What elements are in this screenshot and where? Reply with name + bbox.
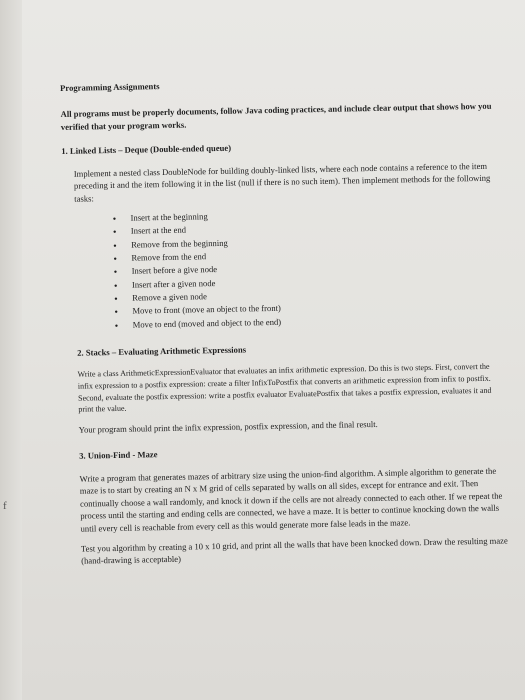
task-item: • Insert at the beginning bbox=[121, 205, 503, 226]
section-3-paragraph: Write a program that generates mazes of arbitrary size using the union-find algorithm. A simple algorithm to generate the maze is to start by creating an N x M grid of cells separated by walls on all sides, except for entrance and exit. Then continually choose a wall randomly, and knock it down if the cells are not already connected to each other. If we repeat the process until the starting and ending cells are connected, we have a maze. It is better to continue knocking down the walls until every cell is reachable from every cell as this would generate more false leads in the maze. bbox=[79, 465, 503, 534]
section-2-heading: 2. Stacks – Evaluating Arithmetic Expressions bbox=[77, 344, 247, 358]
task-item: • Insert after a given node bbox=[122, 271, 504, 292]
section-2-paragraph: Write a class ArithmeticExpressionEvaluator that evaluates an infix arithmetic expression. Do this is two steps. First, convert the infix expression to a postfix expression: create a filter InfixToPostfix that converts an arithmetic expression from infix to postfix. Second, evaluate the postfix expression: write a postfix evaluator EvaluatePostfix that takes a postfix expression, evaluates it and print the value. bbox=[77, 362, 492, 414]
task-item: • Insert at the end bbox=[121, 218, 503, 239]
section-1-paragraph: Implement a nested class DoubleNode for building doubly-linked lists, where each node contains a reference to the item preceding it and the item following it in the list (null if there is no such item). Then implement methods for the following tasks: bbox=[73, 160, 491, 204]
section-3-paragraph: Test you algorithm by creating a 10 x 10 grid, and print all the walls that have been knocked down. Draw the resulting maze (hand-drawing is acceptable) bbox=[80, 535, 508, 567]
document-content bbox=[60, 74, 509, 576]
task-item: • Remove from the end bbox=[121, 245, 503, 266]
section-2-paragraph: Your program should print the infix expression, postfix expression, and the final result. bbox=[78, 418, 378, 435]
stray-mark: f bbox=[3, 500, 7, 512]
page-shadow-edge bbox=[0, 0, 22, 700]
task-item: • Insert before a give node bbox=[122, 258, 504, 279]
task-item: • Move to end (moved and object to the end) bbox=[123, 311, 505, 332]
task-item: • Move to front (move an object to the front) bbox=[122, 298, 504, 319]
section-3-heading: 3. Union-Find - Maze bbox=[79, 449, 158, 461]
intro-text: All programs must be properly documents, follow Java coding practices, and include clear output that shows how you verified that your program works. bbox=[60, 101, 492, 132]
task-item: • Remove a given node bbox=[122, 285, 504, 306]
document-title: Programming Assignments bbox=[60, 81, 160, 93]
task-item: • Remove from the beginning bbox=[121, 231, 503, 252]
task-list bbox=[121, 205, 505, 332]
section-1-heading: 1. Linked Lists – Deque (Double-ended queue) bbox=[61, 143, 232, 157]
